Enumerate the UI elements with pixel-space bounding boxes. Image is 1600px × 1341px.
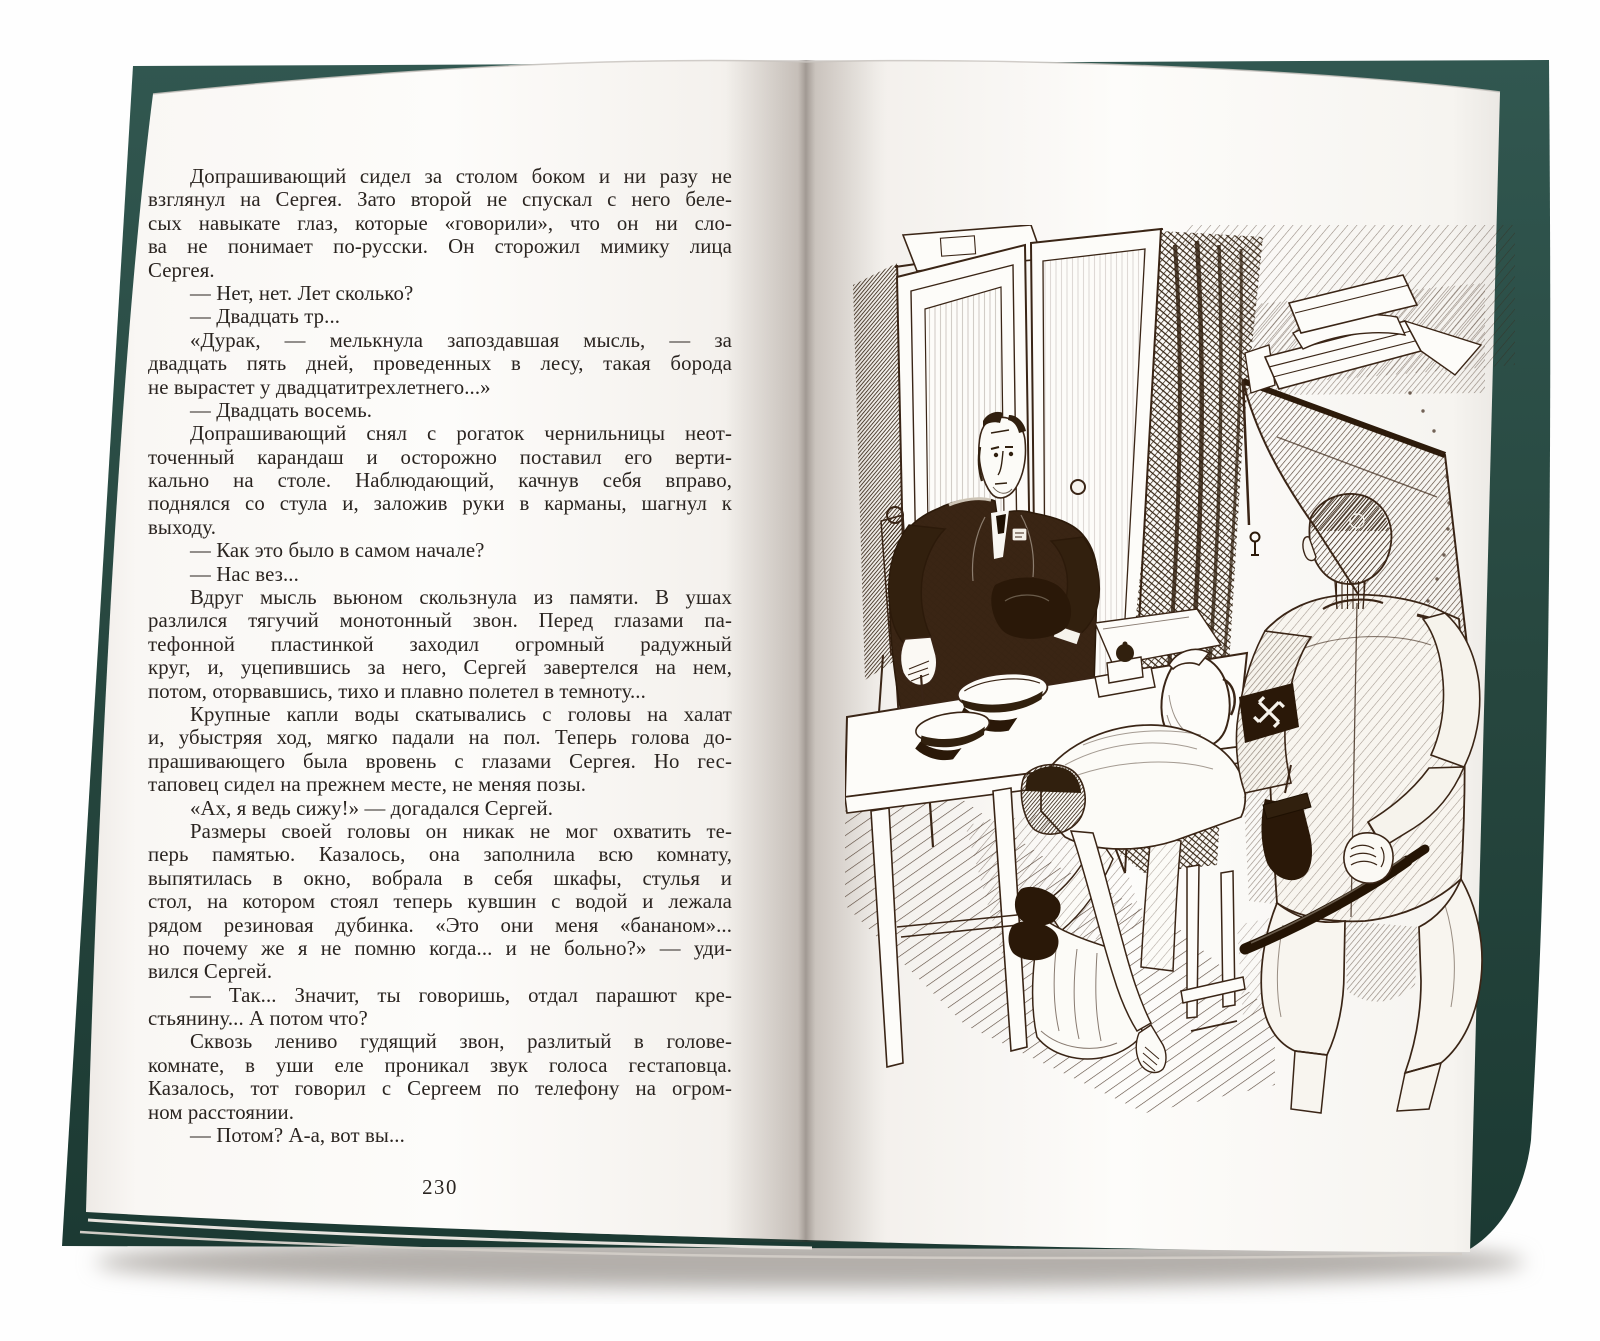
text-line: разлился тягучий монотонный звон. Перед глазами па- (148, 609, 732, 633)
text-line: стьянину... А потом что? (148, 1007, 368, 1031)
text-line: «Ах, я ведь сижу!» — догадался Сергей. (190, 796, 554, 820)
text-line: — Нет, нет. Лет сколько? (190, 281, 414, 305)
text-line: — Нас вез... (190, 562, 299, 586)
text-line: — Как это было в самом начале? (190, 539, 485, 563)
text-line: Сергея. (148, 258, 215, 282)
text-line: потом, оторвавшись, тихо и плавно полетел в темноту... (148, 679, 646, 703)
text-line: двадцать пять дней, проведенных в лесу, такая борода (148, 352, 732, 376)
text-line: — Так... Значит, ты говоришь, отдал парашют кре- (190, 983, 732, 1007)
guard-lower-leg (1397, 1063, 1441, 1111)
text-line: и, убыстряя ход, мягко падали на пол. Теперь голова до- (148, 726, 732, 750)
text-line: комнате, в уши еле проникал звук голоса гестаповца. (148, 1053, 732, 1077)
text-line: ва не понимает по-русски. Он сторожил мимику лица (148, 235, 732, 259)
text-line: но почему же я не помню когда... и не больно?» — уди- (148, 936, 732, 960)
text-line: «Дурак, — мелькнула запоздавшая мысль, — за (190, 328, 732, 352)
text-line: Допрашивающий снял с рогаток чернильницы неот- (190, 422, 732, 446)
text-line: ном расстоянии. (148, 1100, 295, 1124)
text-line: взглянул на Сергея. Зато второй не спускал с него беле- (148, 188, 732, 212)
text-column (148, 165, 732, 1147)
text-line: таповец сидел на прежнем месте, не меняя позы. (148, 773, 587, 797)
text-line: сых навыкате глаз, которые «говорили», что он ни сло- (148, 211, 732, 235)
text-line: Вдруг мысль вьюном скользнула из памяти. В ушах (190, 586, 732, 610)
text-line: кально на столе. Наблюдающий, качнув себя вправо, (148, 469, 732, 493)
text-line: вился Сергей. (148, 960, 273, 984)
text-line: Допрашивающий сидел за столом боком и ни разу не (190, 165, 732, 188)
text-line: рядом резиновая дубинка. «Это они меня «бананом»... (148, 913, 732, 937)
text-line: Крупные капли воды скатывались с головы на халат (190, 702, 732, 726)
text-line: тефонной пластинкой заходил огромный радужный (148, 632, 732, 656)
chest-badge (1012, 528, 1027, 541)
page-number: 230 (422, 1176, 458, 1199)
text-line: выпятилась в окно, вобрала в себя шкафы, стулья и (148, 866, 732, 890)
inkwell (1116, 644, 1134, 662)
gloves-in-lap (991, 578, 1071, 639)
key-icon (1251, 533, 1260, 556)
text-line: перь памятью. Казалось, она заполнила всю комнату, (148, 843, 732, 867)
guard-fist (1344, 833, 1393, 883)
text-line: Казалось, тот говорил с Сергеем по телефону на огром- (148, 1077, 732, 1101)
interrogation-illustration (845, 225, 1515, 1115)
text-line: — Двадцать восемь. (190, 398, 373, 422)
neck (1335, 581, 1365, 609)
door-knob (1071, 480, 1085, 494)
text-line: Сквозь лениво гудящий звон, разлитый в голове- (190, 1030, 732, 1054)
text-line: не вырастет у двадцатитрехлетнего...» (148, 375, 491, 399)
text-line: стол, на котором стоял теперь кувшин с водой и лежала (148, 890, 732, 914)
text-line: — Потом? А-а, вот вы... (190, 1124, 405, 1148)
text-line: Размеры своей головы он никак не мог охватить те- (190, 819, 732, 843)
text-line: выходу. (148, 515, 216, 539)
text-line: — Двадцать тр... (190, 305, 341, 329)
text-line: круг, и, уцепившись за него, Сергей завертелся на нем, (148, 656, 732, 680)
guard-lower-leg (1291, 1051, 1327, 1113)
text-line: прашивающего была вровень с глазами Сергея. Но гес- (148, 749, 732, 773)
text-line: точенный карандаш и осторожно поставил его верти- (148, 445, 732, 469)
text-line: поднялся со стула и, заложив руки в карманы, шагнул к (148, 492, 732, 516)
